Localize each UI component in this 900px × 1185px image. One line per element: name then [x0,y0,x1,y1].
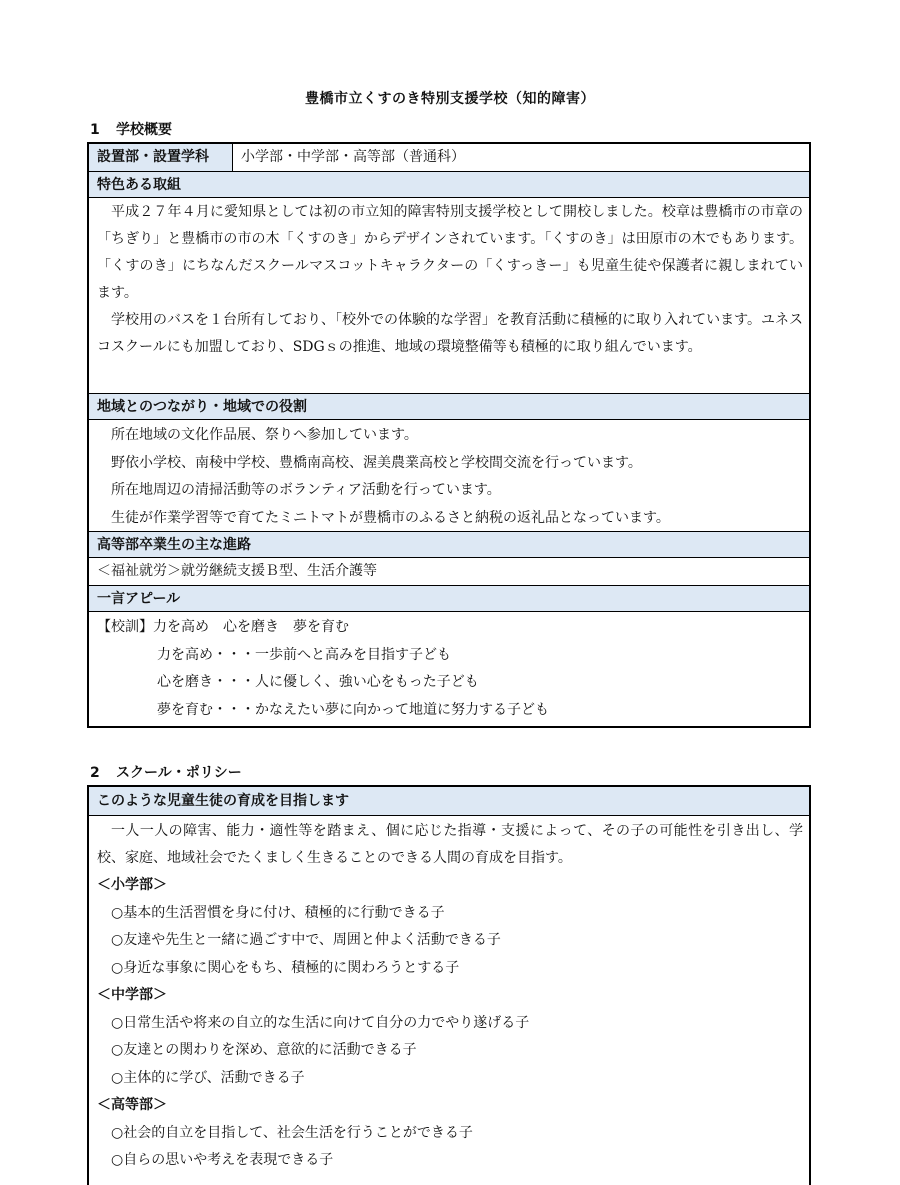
group-item: ○日常生活や将来の自立的な生活に向けて自分の力でやり遂げる子 [111,1014,530,1031]
features-paragraph-1: 平成２７年４月に愛知県としては初の市立知的障害特別支援学校として開校しました。校章は豊橋市の市章の「ちぎり」と豊橋市の市の木「くすのき」からデザインされています。「くすのき」は田原市の木でもあります。「くすのき」にちなんだスクールマスコットキャラクターの「くすっきー」も児童生徒や保護者に親しまれています。 [97,204,803,301]
motto-line: 心を磨き・・・人に優しく、強い心をもった子ども [157,674,479,690]
group-label-high: ＜高等部＞ [97,1097,167,1113]
group-item: ○友達との関わりを深め、意欲的に活動できる子 [111,1042,417,1058]
group-label-elementary: ＜小学部＞ [97,877,167,893]
group-label-junior-high: ＜中学部＞ [97,987,167,1003]
group-item: ○自らの思いや考えを表現できる子 [111,1152,334,1168]
section-1-heading [90,119,172,139]
section-2-number: 2 [90,765,100,781]
career-header: 高等部卒業生の主な進路 [89,532,809,558]
appeal-header: 一言アピール [89,586,809,612]
features-paragraph-2: 学校用のバスを１台所有しており、「校外での体験的な学習」を教育活動に積極的に取り入れています。ユネスコスクールにも加盟しており、SDGｓの推進、地域の環境整備等も積極的に取り組んでいます。 [97,312,803,355]
motto-line: 夢を育む・・・かなえたい夢に向かって地道に努力する子ども [157,701,549,718]
community-line: 野依小学校、南稜中学校、豊橋南高校、渥美農業高校と学校間交流を行っています。 [111,454,642,471]
policy-body [89,816,809,1177]
department-row [89,144,809,172]
department-value: 小学部・中学部・高等部（普通科） [241,149,465,165]
career-line: ＜福祉就労＞就労継続支援Ｂ型、生活介護等 [97,563,377,579]
group-item: ○基本的生活習慣を身に付け、積極的に行動できる子 [111,904,445,921]
motto-line: 力を高め・・・一歩前へと高みを目指す子ども [157,646,451,663]
features-body [89,198,809,394]
section-1-title: 学校概要 [116,122,172,138]
community-line: 生徒が作業学習等で育てたミニトマトが豊橋市のふるさと納税の返礼品となっています。 [111,509,670,526]
features-header: 特色ある取組 [89,172,809,198]
policy-intro: 一人一人の障害、能力・適性等を踏まえ、個に応じた指導・支援によって、その子の可能性を引き出し、学校、家庭、地域社会でたくましく生きることのできる人間の育成を目指す。 [97,823,803,866]
community-header: 地域とのつながり・地域での役割 [89,394,809,420]
school-motto: 【校訓】力を高め 心を磨き 夢を育む [97,619,349,635]
community-line: 所在地域の文化作品展、祭りへ参加しています。 [111,427,418,443]
policy-header: このような児童生徒の育成を目指します [89,787,809,816]
group-item: ○主体的に学び、活動できる子 [111,1069,305,1086]
school-policy-table [87,785,811,1185]
section-2-title: スクール・ポリシー [116,765,242,781]
section-2-heading [90,762,242,782]
department-label: 設置部・設置学科 [89,144,233,171]
career-body [89,558,809,586]
page-title: 豊橋市立くすのき特別支援学校（知的障害） [305,91,595,107]
community-body [89,420,809,532]
group-item: ○友達や先生と一緒に過ごす中で、周囲と仲よく活動できる子 [111,932,501,948]
section-1-number: 1 [90,122,100,138]
community-line: 所在地周辺の清掃活動等のボランティア活動を行っています。 [111,482,501,498]
appeal-body [89,612,809,726]
group-item: ○社会的自立を目指して、社会生活を行うことができる子 [111,1124,473,1141]
group-item: ○身近な事象に関心をもち、積極的に関わろうとする子 [111,959,460,976]
school-overview-table [87,142,811,728]
